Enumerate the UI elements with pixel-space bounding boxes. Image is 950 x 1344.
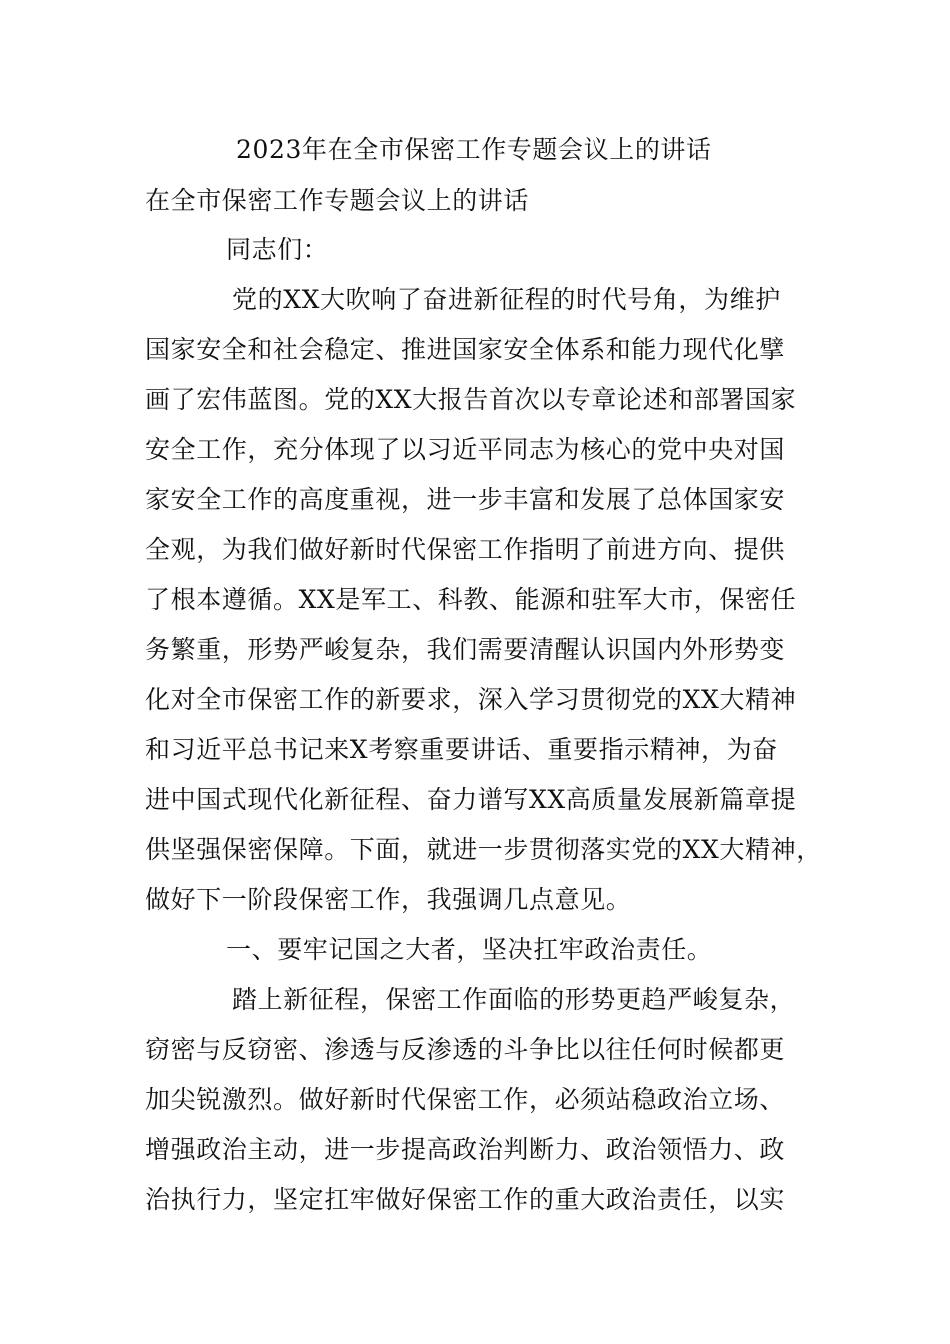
paragraph-line: 了根本遵循。XX是军工、科教、能源和驻军大市，保密任: [145, 585, 797, 614]
document-title: 2023年在全市保密工作专题会议上的讲话: [236, 135, 712, 164]
paragraph-line: 和习近平总书记来X考察重要讲话、重要指示精神，为奋: [145, 735, 778, 764]
section-heading: 一、要牢记国之大者，坚决扛牢政治责任。: [226, 935, 713, 964]
salutation: 同志们：: [226, 235, 329, 264]
paragraph-line: 党的XX大吹响了奋进新征程的时代号角，为维护: [232, 285, 781, 314]
paragraph-line: 家安全工作的高度重视，进一步丰富和发展了总体国家安: [145, 485, 786, 514]
paragraph-line: 务繁重，形势严峻复杂，我们需要清醒认识国内外形势变: [145, 635, 786, 664]
paragraph-line: 安全工作，充分体现了以习近平同志为核心的党中央对国: [145, 435, 786, 464]
paragraph-line: 供坚强保密保障。下面，就进一步贯彻落实党的XX大精神，: [145, 835, 822, 864]
document-subtitle: 在全市保密工作专题会议上的讲话: [145, 186, 530, 215]
paragraph-line: 做好下一阶段保密工作，我强调几点意见。: [145, 885, 632, 914]
paragraph-line: 增强政治主动，进一步提高政治判断力、政治领悟力、政: [145, 1135, 786, 1164]
paragraph-line: 画了宏伟蓝图。党的XX大报告首次以专章论述和部署国家: [145, 385, 797, 414]
paragraph-line: 踏上新征程，保密工作面临的形势更趋严峻复杂，: [232, 985, 796, 1014]
paragraph-line: 加尖锐激烈。做好新时代保密工作，必须站稳政治立场、: [145, 1085, 786, 1114]
paragraph-line: 国家安全和社会稳定、推进国家安全体系和能力现代化擘: [145, 335, 786, 364]
paragraph-line: 窃密与反窃密、渗透与反渗透的斗争比以往任何时候都更: [145, 1035, 786, 1064]
paragraph-line: 进中国式现代化新征程、奋力谱写XX高质量发展新篇章提: [145, 785, 797, 814]
paragraph-line: 全观，为我们做好新时代保密工作指明了前进方向、提供: [145, 535, 786, 564]
paragraph-line: 治执行力，坚定扛牢做好保密工作的重大政治责任，以实: [145, 1185, 786, 1214]
paragraph-line: 化对全市保密工作的新要求，深入学习贯彻党的XX大精神: [145, 685, 797, 714]
